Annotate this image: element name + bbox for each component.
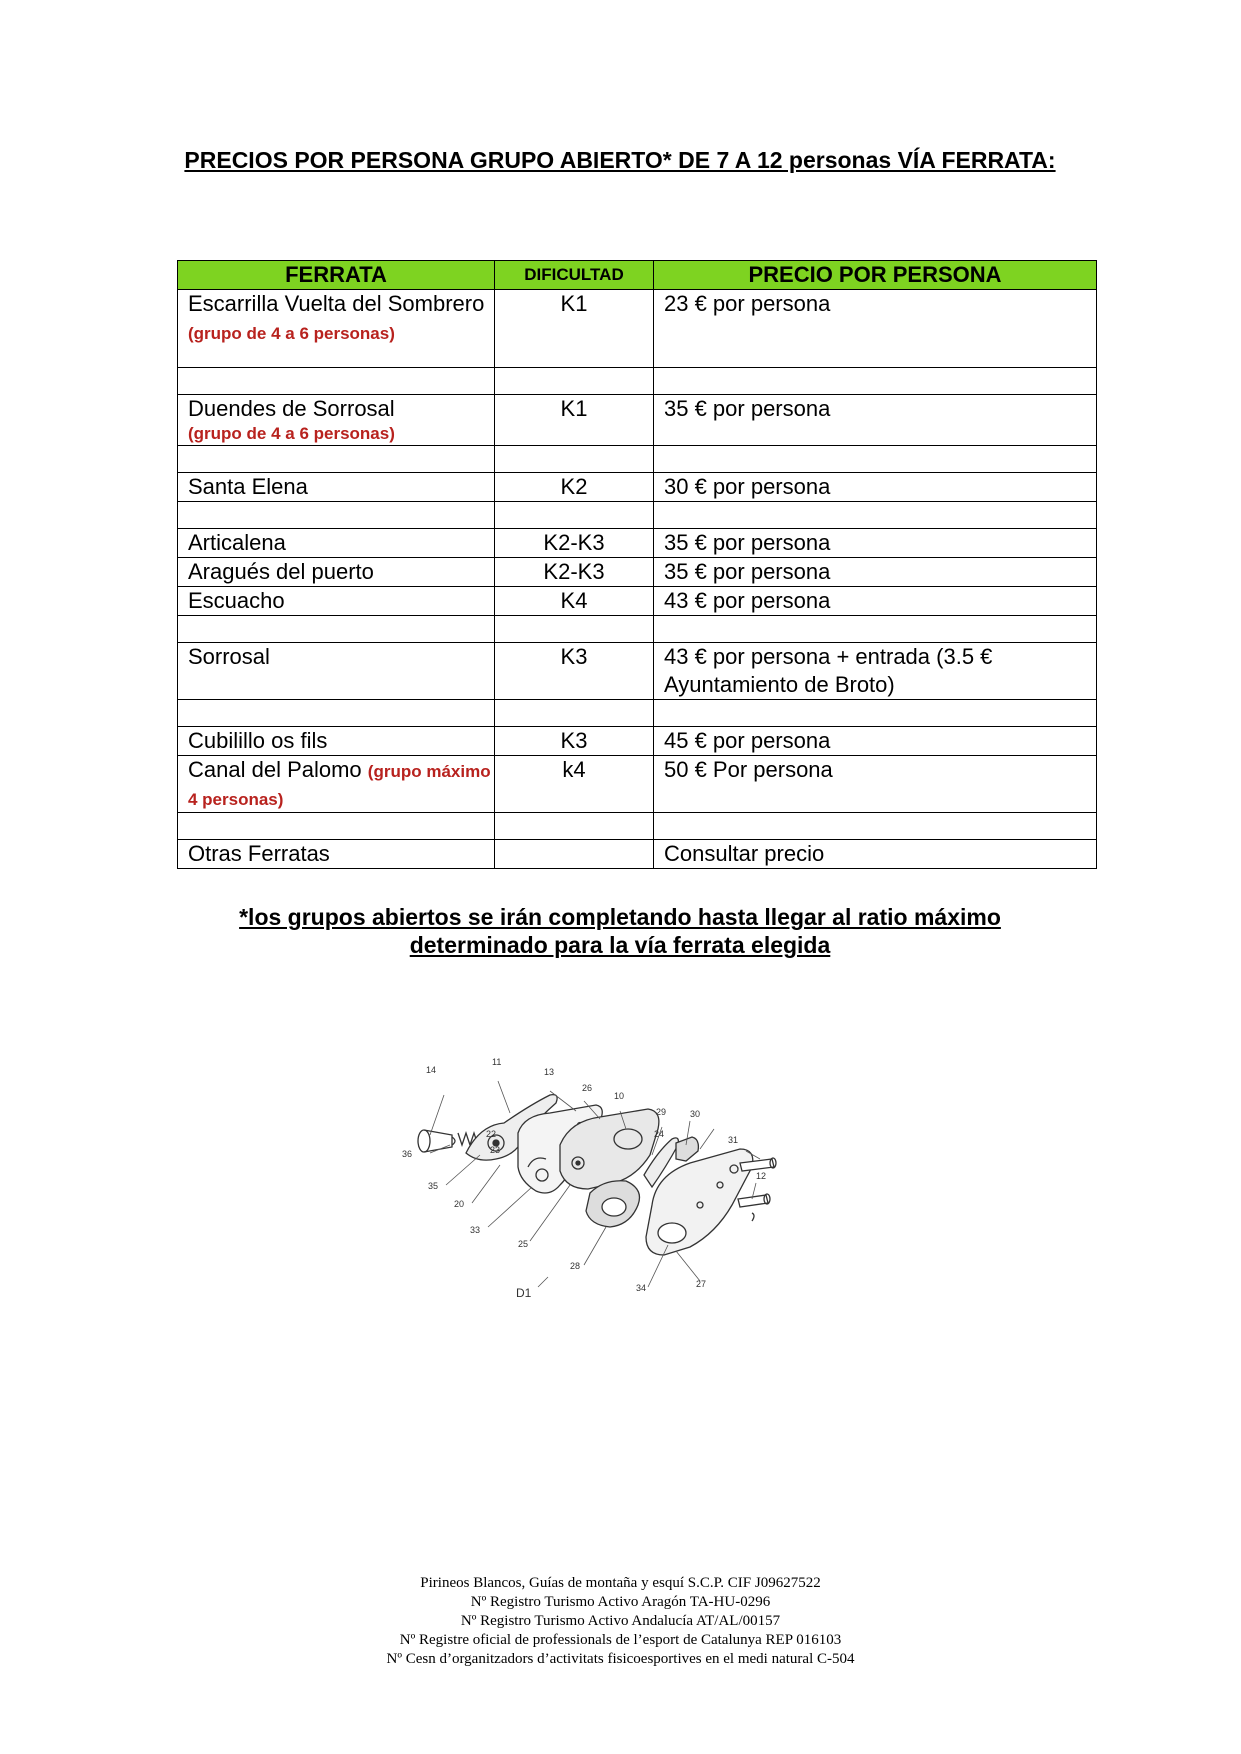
page-title: PRECIOS POR PERSONA GRUPO ABIERTO* DE 7 A 12 personas VÍA FERRATA:: [184, 147, 1056, 173]
spacer-row: [178, 813, 1097, 840]
part-label-13: 13: [544, 1067, 555, 1077]
difficulty-cell: K3: [495, 727, 654, 756]
price-cell: 30 € por persona: [654, 473, 1097, 502]
table-row: [178, 529, 1097, 558]
part-label-28: 28: [570, 1261, 581, 1271]
table-row: [178, 290, 1097, 368]
ferrata-cell: [178, 756, 495, 813]
ferrata-cell: [178, 395, 495, 446]
diagram-svg: [400, 1055, 860, 1355]
pin-part: [418, 1130, 455, 1152]
part-label-30: 30: [690, 1109, 701, 1119]
ferrata-name: Cubilillo os fils: [178, 727, 495, 756]
table-row: [178, 587, 1097, 616]
part-label-25: 25: [518, 1239, 529, 1249]
table-row: [178, 395, 1097, 446]
ferrata-name: Duendes de Sorrosal: [188, 396, 395, 421]
spacer-row: [178, 446, 1097, 473]
table-row: [178, 473, 1097, 502]
footer: [300, 1574, 941, 1669]
header-precio: PRECIO POR PERSONA: [654, 261, 1097, 290]
part-label-10: 10: [614, 1091, 625, 1101]
part-label-23: 23: [490, 1145, 501, 1155]
spacer-row: [178, 700, 1097, 727]
spacer-row: [178, 616, 1097, 643]
table-row: [178, 840, 1097, 869]
price-cell: Consultar precio: [654, 840, 1097, 869]
difficulty-cell: K2: [495, 473, 654, 502]
difficulty-cell: [495, 840, 654, 869]
price-cell: 50 € Por persona: [654, 756, 1097, 813]
table-header-row: [178, 261, 1097, 290]
header-ferrata: FERRATA: [178, 261, 495, 290]
difficulty-cell: K4: [495, 587, 654, 616]
part-label-31: 31: [728, 1135, 739, 1145]
difficulty-cell: K2-K3: [495, 529, 654, 558]
price-cell: 23 € por persona: [654, 290, 1097, 368]
part-label-26: 26: [582, 1083, 593, 1093]
ferrata-name: Articalena: [178, 529, 495, 558]
ferrata-name: Aragués del puerto: [178, 558, 495, 587]
price-cell: 43 € por persona: [654, 587, 1097, 616]
footer-line-catalunya: Nº Registre oficial de professionals de l’esport de Catalunya REP 016103: [399, 1632, 842, 1648]
header-dificultad: DIFICULTAD: [495, 261, 654, 290]
table-row: [178, 727, 1097, 756]
part-label-d1: D1: [516, 1286, 532, 1300]
price-cell: 35 € por persona: [654, 395, 1097, 446]
part-label-11: 11: [492, 1057, 502, 1067]
part-label-29: 29: [656, 1107, 667, 1117]
part-label-27: 27: [696, 1279, 707, 1289]
ferrata-name: Escuacho: [178, 587, 495, 616]
ferrata-name: Escarrilla Vuelta del Sombrero: [188, 291, 485, 316]
part-label-22: 22: [486, 1129, 497, 1139]
ferrata-name: Sorrosal: [178, 643, 495, 700]
price-table: [177, 260, 1097, 869]
part-label-14: 14: [426, 1065, 437, 1075]
spacer-row: [178, 502, 1097, 529]
small-block-part: [676, 1137, 698, 1161]
price-cell: 35 € por persona: [654, 529, 1097, 558]
group-note: (grupo máximo 4 personas): [188, 762, 491, 809]
price-cell: 43 € por persona + entrada (3.5 € Ayuntamiento de Broto): [654, 643, 1097, 700]
part-label-33: 33: [470, 1225, 481, 1235]
footer-line-aragon: Nº Registro Turismo Activo Aragón TA-HU-0296: [470, 1594, 771, 1610]
belay-device-exploded-diagram: [400, 1055, 860, 1355]
footer-line-cesn: Nº Cesn d’organitzadors d’activitats fisicoesportives en el medi natural C-504: [386, 1651, 855, 1667]
footer-line-andalucia: Nº Registro Turismo Activo Andalucía AT/AL/00157: [460, 1613, 781, 1629]
ferrata-name: Santa Elena: [178, 473, 495, 502]
table-row: [178, 756, 1097, 813]
difficulty-cell: k4: [495, 756, 654, 813]
part-label-20: 20: [454, 1199, 465, 1209]
difficulty-cell: K1: [495, 395, 654, 446]
part-label-36: 36: [402, 1149, 413, 1159]
ferrata-name: Canal del Palomo: [188, 757, 362, 782]
table-row: [178, 643, 1097, 700]
price-cell: 35 € por persona: [654, 558, 1097, 587]
table-row: [178, 558, 1097, 587]
difficulty-cell: K2-K3: [495, 558, 654, 587]
spacer-row: [178, 368, 1097, 395]
group-note: (grupo de 4 a 6 personas): [188, 424, 395, 443]
ferrata-name: Otras Ferratas: [178, 840, 495, 869]
group-note: (grupo de 4 a 6 personas): [188, 324, 395, 343]
part-label-35: 35: [428, 1181, 439, 1191]
part-label-24: 24: [654, 1129, 665, 1139]
difficulty-cell: K1: [495, 290, 654, 368]
difficulty-cell: K3: [495, 643, 654, 700]
rivet-part: [738, 1194, 770, 1221]
ferrata-cell: [178, 290, 495, 368]
footer-line-company: Pirineos Blancos, Guías de montaña y esquí S.C.P. CIF J09627522: [420, 1575, 821, 1591]
part-label-34: 34: [636, 1283, 647, 1293]
footnote: *los grupos abiertos se irán completando hasta llegar al ratio máximo determinado para la vía ferrata elegida: [239, 904, 1001, 958]
part-label-12: 12: [756, 1171, 767, 1181]
price-cell: 45 € por persona: [654, 727, 1097, 756]
